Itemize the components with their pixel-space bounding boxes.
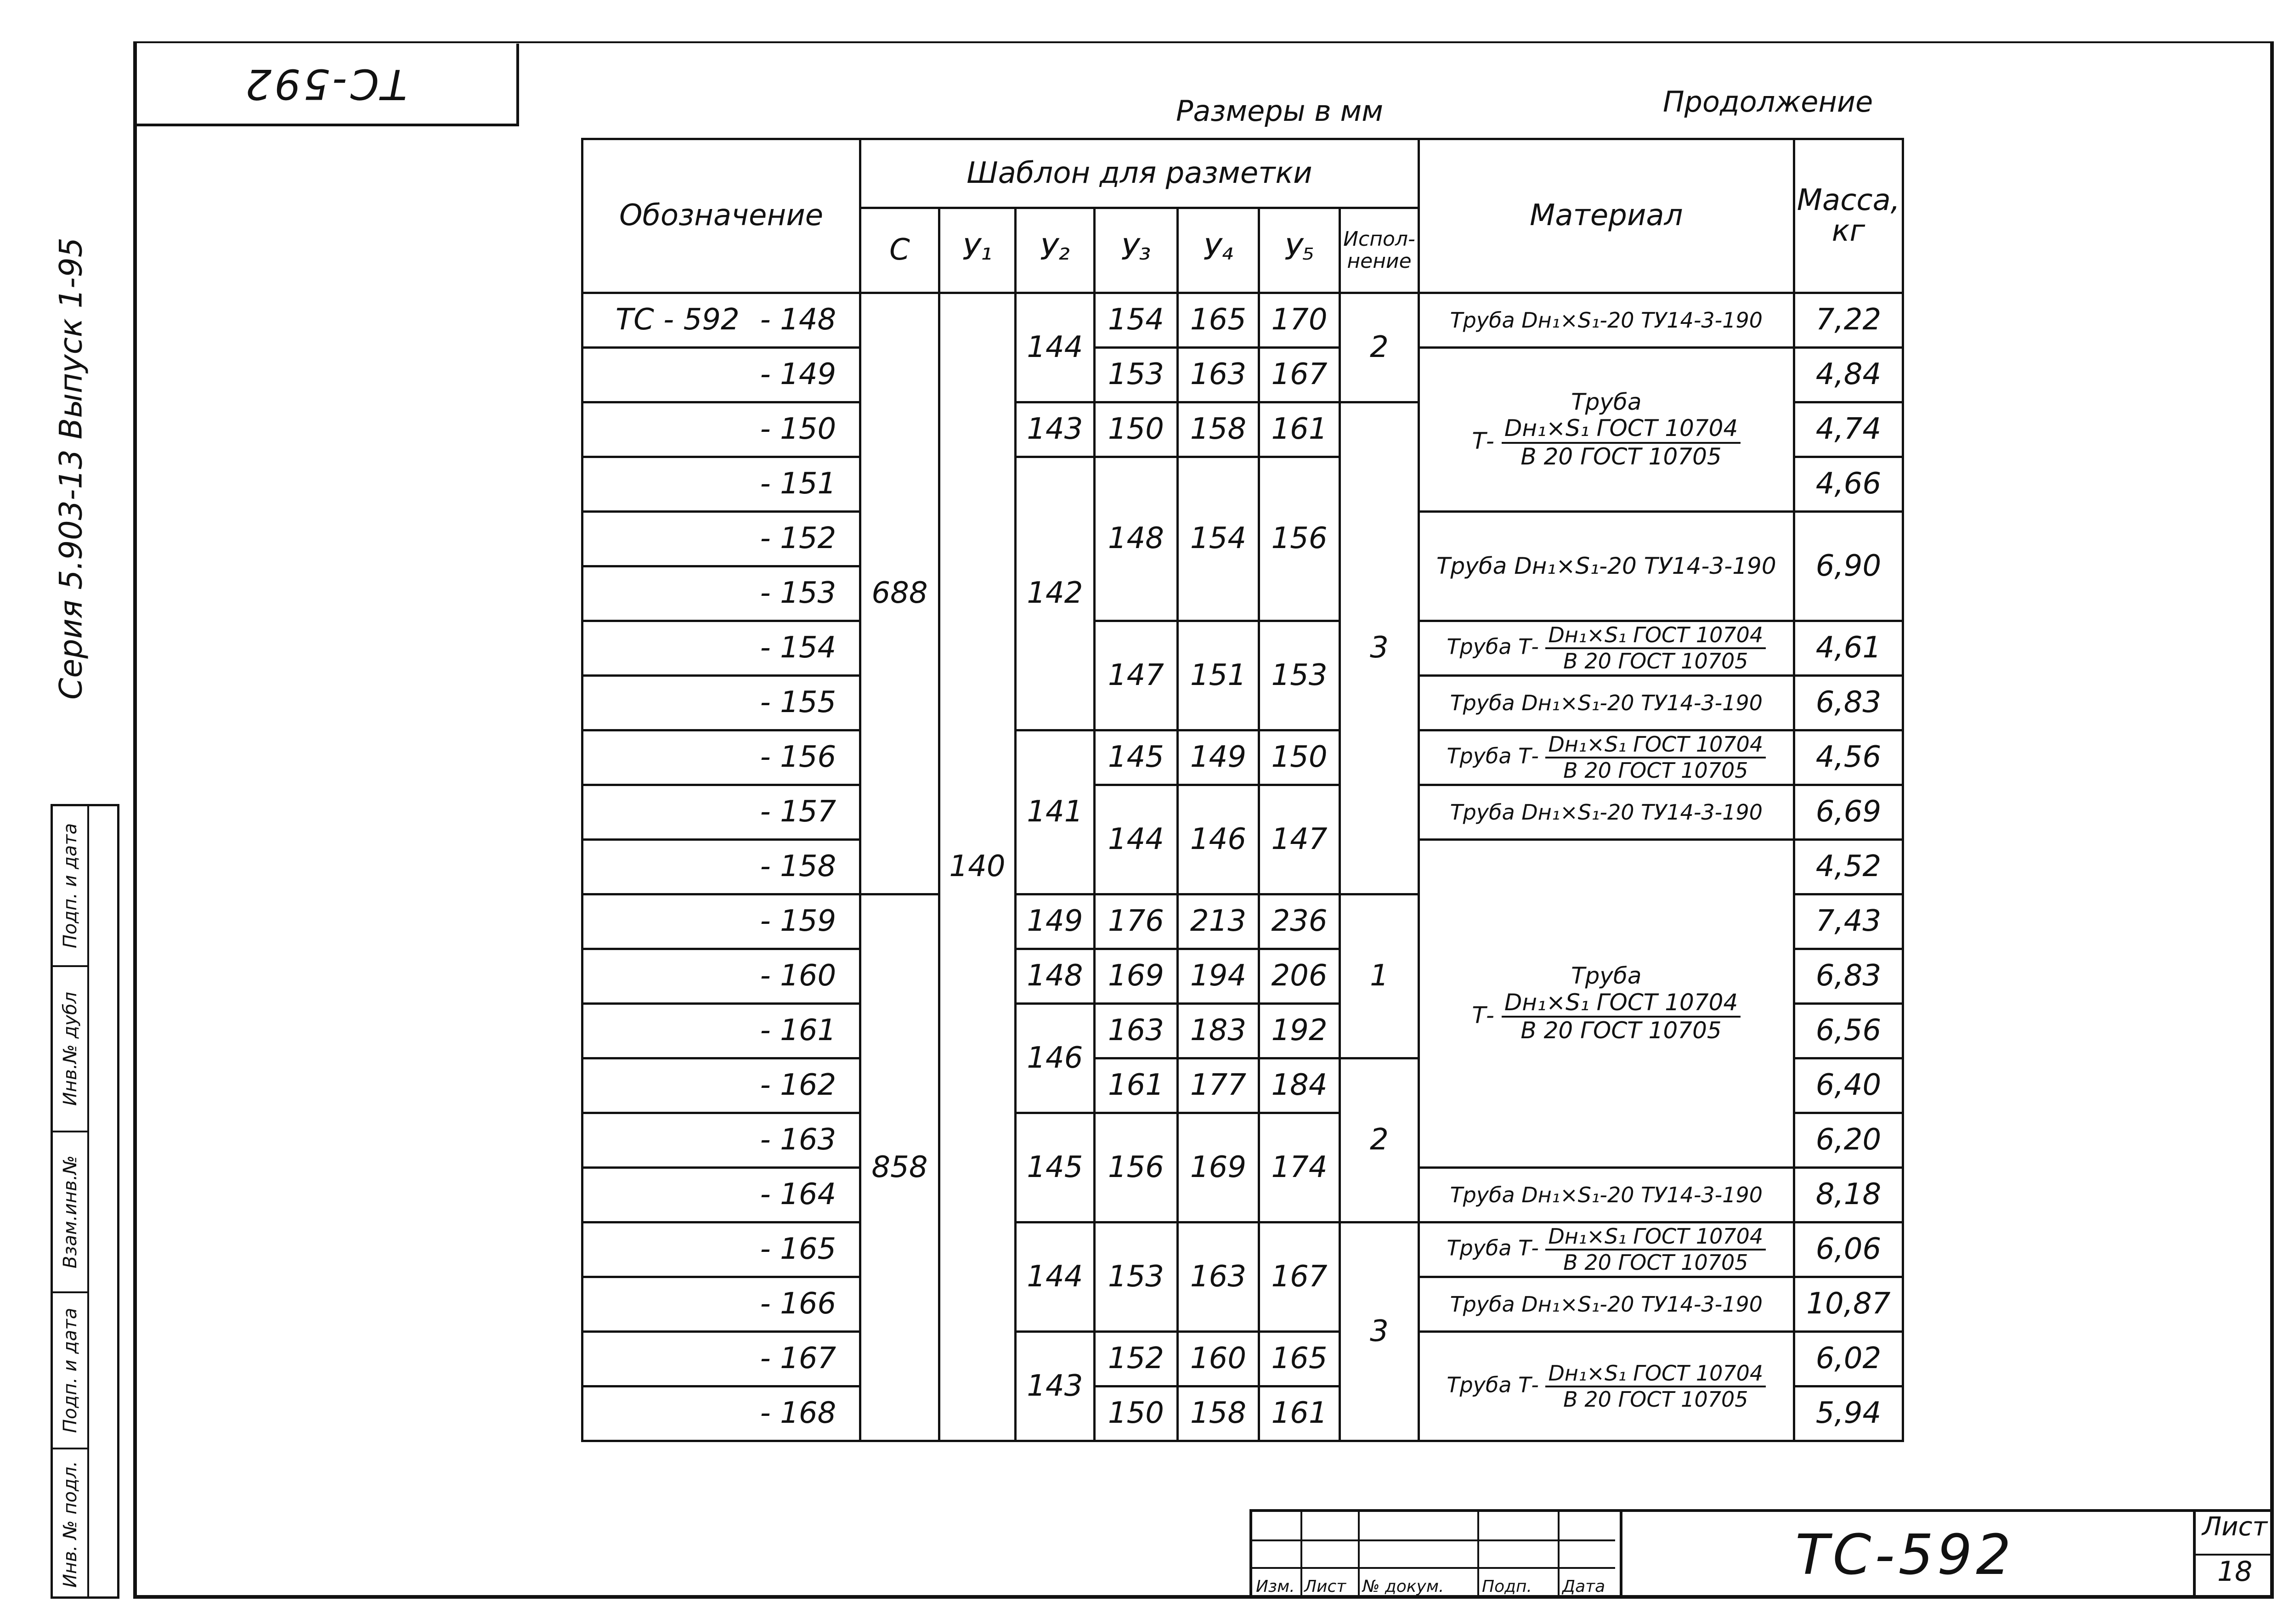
- y4-cell: 146: [1178, 785, 1259, 894]
- designation-cell: ТС - 592 - 148: [582, 293, 860, 348]
- y2-cell: 149: [1016, 894, 1094, 949]
- sheet-number: 18: [2217, 1555, 2253, 1588]
- y1-cell: 140: [939, 293, 1015, 1441]
- mass-cell: 6,90: [1794, 512, 1903, 621]
- y2-cell: 143: [1016, 1332, 1094, 1441]
- designation-cell: - 159: [582, 894, 860, 949]
- revision-grid: [1252, 1512, 1615, 1599]
- y5-cell: 165: [1259, 1332, 1340, 1386]
- table-row: [582, 1332, 1903, 1386]
- material-cell: Труба Dн₁×S₁-20 ТУ14-3-190: [1419, 785, 1794, 840]
- execution-cell: 1: [1340, 894, 1419, 1058]
- mass-cell: 4,56: [1794, 730, 1903, 785]
- mass-cell: 6,20: [1794, 1113, 1903, 1168]
- mass-cell: 6,83: [1794, 949, 1903, 1004]
- y4-cell: 163: [1178, 348, 1259, 402]
- material-fraction: $\frac{\text{Dн₁×S₁ ГОСТ 10704}}{\text{В 20 ГОСТ 10705}}$: [1502, 415, 1741, 470]
- y5-cell: 184: [1259, 1058, 1340, 1113]
- y4-cell: 158: [1178, 1386, 1259, 1441]
- header-y3: У₃: [1094, 208, 1178, 293]
- mass-cell: 6,56: [1794, 1004, 1903, 1058]
- y3-cell: 150: [1094, 1386, 1178, 1441]
- y2-cell: 144: [1016, 293, 1094, 402]
- material-t-prefix: Т-: [1472, 428, 1494, 455]
- designation-cell: - 155: [582, 676, 860, 730]
- y3-cell: 161: [1094, 1058, 1178, 1113]
- header-y5: У₅: [1259, 208, 1340, 293]
- continuation-note: Продолжение: [1663, 85, 1873, 119]
- y5-cell: 156: [1259, 457, 1340, 621]
- designation-cell: - 166: [582, 1277, 860, 1332]
- mass-cell: 4,74: [1794, 402, 1903, 457]
- mass-cell: 4,52: [1794, 840, 1903, 894]
- y4-cell: 160: [1178, 1332, 1259, 1386]
- y2-cell: 148: [1016, 949, 1094, 1004]
- y5-cell: 174: [1259, 1113, 1340, 1222]
- material-cell: Труба Т- $\frac{\text{Dн₁×S₁ ГОСТ 10704}}{\text{В 20 ГОСТ 10705}}$: [1419, 1332, 1794, 1441]
- mass-cell: 5,94: [1794, 1386, 1903, 1441]
- y4-cell: 169: [1178, 1113, 1259, 1222]
- y5-cell: 167: [1259, 348, 1340, 402]
- material-cell: Труба Т- $\frac{\text{Dн₁×S₁ ГОСТ 10704}}{\text{В 20 ГОСТ 10705}}$: [1419, 621, 1794, 676]
- header-y1: У₁: [939, 208, 1015, 293]
- units-note: Размеры в мм: [1176, 94, 1384, 128]
- mass-cell: 7,43: [1794, 894, 1903, 949]
- material-t-prefix: Т-: [1472, 1002, 1494, 1029]
- sheet-label: Лист: [2196, 1512, 2274, 1556]
- table-row: [582, 293, 1903, 348]
- side-cell-dup-inv: Инв.№ дубл: [53, 967, 87, 1132]
- header-y4: У₄: [1178, 208, 1259, 293]
- c-cell: 858: [860, 894, 939, 1441]
- mass-cell: 6,02: [1794, 1332, 1903, 1386]
- material-cell: Труба Dн₁×S₁-20 ТУ14-3-190: [1419, 1277, 1794, 1332]
- y3-cell: 147: [1094, 621, 1178, 730]
- table-row: [582, 1222, 1903, 1277]
- y3-cell: 154: [1094, 293, 1178, 348]
- execution-cell: 3: [1340, 1222, 1419, 1441]
- specification-table: [581, 138, 1904, 1442]
- mass-cell: 6,40: [1794, 1058, 1903, 1113]
- header-execution: Испол-нение: [1340, 208, 1419, 293]
- y3-cell: 176: [1094, 894, 1178, 949]
- y3-cell: 150: [1094, 402, 1178, 457]
- execution-cell: 2: [1340, 1058, 1419, 1222]
- material-cell: Труба Т- $\frac{\text{Dн₁×S₁ ГОСТ 10704}}{\text{В 20 ГОСТ 10705}}$: [1419, 1222, 1794, 1277]
- y3-cell: 156: [1094, 1113, 1178, 1222]
- document-code: ТС-592: [1620, 1512, 2187, 1599]
- rev-label-sheet: Лист: [1304, 1577, 1346, 1596]
- y4-cell: 213: [1178, 894, 1259, 949]
- y4-cell: 151: [1178, 621, 1259, 730]
- y5-cell: 161: [1259, 1386, 1340, 1441]
- y3-cell: 153: [1094, 1222, 1178, 1332]
- y3-cell: 169: [1094, 949, 1178, 1004]
- y4-cell: 183: [1178, 1004, 1259, 1058]
- y3-cell: 163: [1094, 1004, 1178, 1058]
- mass-cell: 10,87: [1794, 1277, 1903, 1332]
- material-cell: Труба Dн₁×S₁-20 ТУ14-3-190: [1419, 676, 1794, 730]
- table-row: [582, 348, 1903, 402]
- designation-cell: - 167: [582, 1332, 860, 1386]
- designation-cell: - 164: [582, 1168, 860, 1222]
- material-pipe-word: Труба: [1571, 388, 1642, 415]
- designation-cell: - 154: [582, 621, 860, 676]
- y3-cell: 145: [1094, 730, 1178, 785]
- side-blank-column: [87, 806, 121, 1596]
- designation-cell: - 163: [582, 1113, 860, 1168]
- header-designation: Обозначение: [582, 139, 860, 293]
- header-material: Материал: [1419, 139, 1794, 293]
- material-cell: Труба Т- $\frac{\text{Dн₁×S₁ ГОСТ 10704}}{\text{В 20 ГОСТ 10705}}$: [1419, 730, 1794, 785]
- side-cell-sign-date-1: Подп. и дата: [53, 1293, 87, 1449]
- material-cell: Труба Dн₁×S₁-20 ТУ14-3-190: [1419, 293, 1794, 348]
- designation-cell: - 161: [582, 1004, 860, 1058]
- side-cell-orig-inv: Инв. № подл.: [59, 1460, 81, 1588]
- designation-cell: - 157: [582, 785, 860, 840]
- side-cell-replace-inv: Взам.инв.№: [53, 1132, 87, 1293]
- series-text: Серия 5.903-13 Выпуск 1-95: [53, 238, 90, 700]
- material-cell: Труба Dн₁×S₁-20 ТУ14-3-190: [1419, 512, 1794, 621]
- corner-stamp: [133, 44, 519, 126]
- y2-cell: 146: [1016, 1004, 1094, 1113]
- execution-cell: 2: [1340, 293, 1419, 402]
- mass-cell: 6,69: [1794, 785, 1903, 840]
- y5-cell: 192: [1259, 1004, 1340, 1058]
- y4-cell: 149: [1178, 730, 1259, 785]
- series-label: [18, 216, 124, 721]
- c-cell: 688: [860, 293, 939, 894]
- y2-cell: 142: [1016, 457, 1094, 730]
- designation-cell: - 158: [582, 840, 860, 894]
- designation-cell: - 153: [582, 566, 860, 621]
- mass-cell: 4,61: [1794, 621, 1903, 676]
- designation-cell: - 160: [582, 949, 860, 1004]
- header-y2: У₂: [1016, 208, 1094, 293]
- mass-cell: 6,83: [1794, 676, 1903, 730]
- designation-cell: - 151: [582, 457, 860, 512]
- designation-cell: - 149: [582, 348, 860, 402]
- table-row: [582, 621, 1903, 676]
- title-block: [1249, 1509, 2274, 1599]
- designation-cell: - 165: [582, 1222, 860, 1277]
- sheet-box: [2193, 1512, 2274, 1599]
- execution-cell: 3: [1340, 402, 1419, 894]
- material-cell: [1419, 348, 1794, 512]
- y4-cell: 158: [1178, 402, 1259, 457]
- table-row: [582, 730, 1903, 785]
- y4-cell: 194: [1178, 949, 1259, 1004]
- y4-cell: 177: [1178, 1058, 1259, 1113]
- designation-cell: - 152: [582, 512, 860, 566]
- y5-cell: 170: [1259, 293, 1340, 348]
- y5-cell: 161: [1259, 402, 1340, 457]
- y5-cell: 206: [1259, 949, 1340, 1004]
- mass-cell: 7,22: [1794, 293, 1903, 348]
- y4-cell: 154: [1178, 457, 1259, 621]
- y5-cell: 150: [1259, 730, 1340, 785]
- y5-cell: 153: [1259, 621, 1340, 730]
- mass-cell: 8,18: [1794, 1168, 1903, 1222]
- designation-cell: - 162: [582, 1058, 860, 1113]
- rev-label-docnum: № докум.: [1362, 1577, 1444, 1596]
- y3-cell: 148: [1094, 457, 1178, 621]
- y5-cell: 236: [1259, 894, 1340, 949]
- y2-cell: 141: [1016, 730, 1094, 894]
- mass-cell: 6,06: [1794, 1222, 1903, 1277]
- y2-cell: 144: [1016, 1222, 1094, 1332]
- y3-cell: 144: [1094, 785, 1178, 894]
- y2-cell: 143: [1016, 402, 1094, 457]
- y3-cell: 152: [1094, 1332, 1178, 1386]
- rev-label-sign: Подп.: [1482, 1577, 1532, 1596]
- rev-label-date: Дата: [1562, 1577, 1605, 1596]
- designation-cell: - 150: [582, 402, 860, 457]
- table-row: [582, 785, 1903, 840]
- mass-cell: 4,66: [1794, 457, 1903, 512]
- header-mass: Масса, кг: [1794, 139, 1903, 293]
- rev-label-change: Изм.: [1256, 1577, 1295, 1596]
- designation-cell: - 168: [582, 1386, 860, 1441]
- header-template: Шаблон для разметки: [860, 139, 1419, 208]
- material-cell: Труба Dн₁×S₁-20 ТУ14-3-190: [1419, 1168, 1794, 1222]
- y5-cell: 147: [1259, 785, 1340, 894]
- side-cell-sign-date-2: Подп. и дата: [53, 806, 87, 967]
- y4-cell: 165: [1178, 293, 1259, 348]
- stamp-code: ТС-592: [242, 59, 407, 108]
- material-fraction: $\frac{\text{Dн₁×S₁ ГОСТ 10704}}{\text{В 20 ГОСТ 10705}}$: [1502, 990, 1741, 1044]
- header-c: C: [860, 208, 939, 293]
- material-cell: [1419, 840, 1794, 1168]
- y5-cell: 167: [1259, 1222, 1340, 1332]
- designation-cell: - 156: [582, 730, 860, 785]
- material-pipe-word: Труба: [1571, 962, 1642, 990]
- y2-cell: 145: [1016, 1113, 1094, 1222]
- y4-cell: 163: [1178, 1222, 1259, 1332]
- mass-cell: 4,84: [1794, 348, 1903, 402]
- approval-sidebox: [51, 804, 119, 1599]
- y3-cell: 153: [1094, 348, 1178, 402]
